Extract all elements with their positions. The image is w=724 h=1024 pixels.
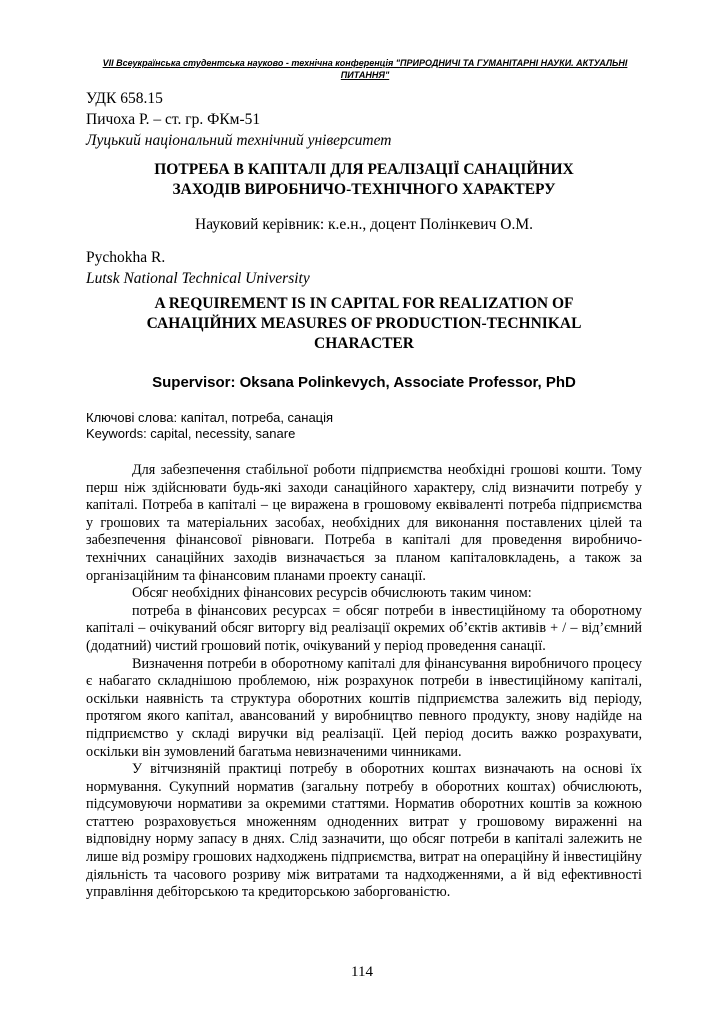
paragraph: потреба в фінансових ресурсах = обсяг потреби в інвестиційному та оборотному капіталі – очікуваний обсяг виторгу від реалізації окремих об’єктів активів + / – від’ємний (додатний) чистий грошовий потік, очікуваний у період проведення санації.: [86, 602, 642, 654]
title-en: [86, 294, 642, 354]
page-number: 114: [351, 964, 373, 980]
body-text: [86, 462, 642, 902]
title-en-line2: САНАЦІЙНИХ MEASURES OF PRODUCTION-TECHNIKAL: [146, 315, 582, 332]
paragraph: Визначення потреби в оборотному капіталі для фінансування виробничого процесу є набагато складнішою проблемою, ніж розрахунок потреби в інвестиційному капіталі, оскільки наявність та структура оборотних коштів підприємства залежить від періоду, протягом якого капітал, авансований у виробництво певного продукту, знову надійде на підприємство у складі виручки від реалізації. Цей період досить важко розрахувати, оскільки він зумовлений багатьма невизначеними чинниками.: [86, 655, 642, 760]
keywords: [86, 410, 642, 442]
author-en: Pychokha R.: [86, 249, 166, 266]
en-meta: [86, 247, 642, 289]
conference-header: VII Всеукраїнська студентська науково - технічна конференція "ПРИРОДНИЧІ ТА ГУМАНІТАРНІ НАУКИ. АКТУАЛЬНІ ПИТАННЯ": [102, 58, 628, 80]
supervisor-ua: Науковий керівник: к.е.н., доцент Полінкевич О.М.: [195, 216, 533, 233]
udc-code: УДК 658.15: [86, 90, 163, 107]
title-en-line3: CHARACTER: [314, 335, 414, 352]
keywords-ua: Ключові слова: капітал, потреба, санація: [86, 410, 334, 425]
title-en-line1: A REQUIREMENT IS IN CAPITAL FOR REALIZATION OF: [154, 295, 574, 312]
title-ua-line1: ПОТРЕБА В КАПІТАЛІ ДЛЯ РЕАЛІЗАЦІЇ САНАЦІЙНИХ: [154, 161, 574, 178]
title-ua-line2: ЗАХОДІВ ВИРОБНИЧО-ТЕХНІЧНОГО ХАРАКТЕРУ: [172, 181, 556, 198]
supervisor-en: Supervisor: Oksana Polinkevych, Associate Professor, PhD: [152, 374, 576, 391]
university-ua: Луцький національний технічний університет: [86, 132, 392, 149]
keywords-en: Keywords: capital, necessity, sanare: [86, 426, 296, 441]
author-ua: Пичоха Р. – ст. гр. ФКм-51: [86, 111, 261, 128]
ua-meta: [86, 88, 642, 151]
paragraph: У вітчизняній практиці потребу в оборотних коштах визначають на основі їх нормування. Сукупний норматив (загальну потребу в оборотних коштах) обчислюють, підсумовуючи нормативи за окремими статтями. Норматив оборотних коштів за кожною статтею розраховується множенням одноденних витрат у грошовому вираженні на відповідну норму запасу в днях. Слід зазначити, що обсяг потреби в капіталі залежить не лише від розміру грошових надходжень підприємства, витрат на операційну й інвестиційну діяльність та часового розриву між витратами та надходженнями, а й від ефективності управління дебіторською та кредиторською заборгованістю.: [86, 761, 642, 901]
paragraph: Для забезпечення стабільної роботи підприємства необхідні грошові кошти. Тому перш ніж здійснювати будь-які заходи санаційного характеру, слід визначити потребу у капіталі. Потреба в капіталі – це виражена в грошовому еквіваленті потреба підприємства у грошових та матеріальних засобах, необхідних для виконання поставлених цілей та забезпечення фінансової рівноваги. Потреба в капіталі для проведення виробничо-технічних санаційних заходів визначається за планом капіталовкладень, а також за організаційним та фінансовим планами проекту санації.: [86, 462, 642, 584]
title-ua: [86, 160, 642, 200]
paragraph: Обсяг необхідних фінансових ресурсів обчислюють таким чином:: [132, 585, 532, 602]
university-en: Lutsk National Technical University: [86, 270, 310, 287]
